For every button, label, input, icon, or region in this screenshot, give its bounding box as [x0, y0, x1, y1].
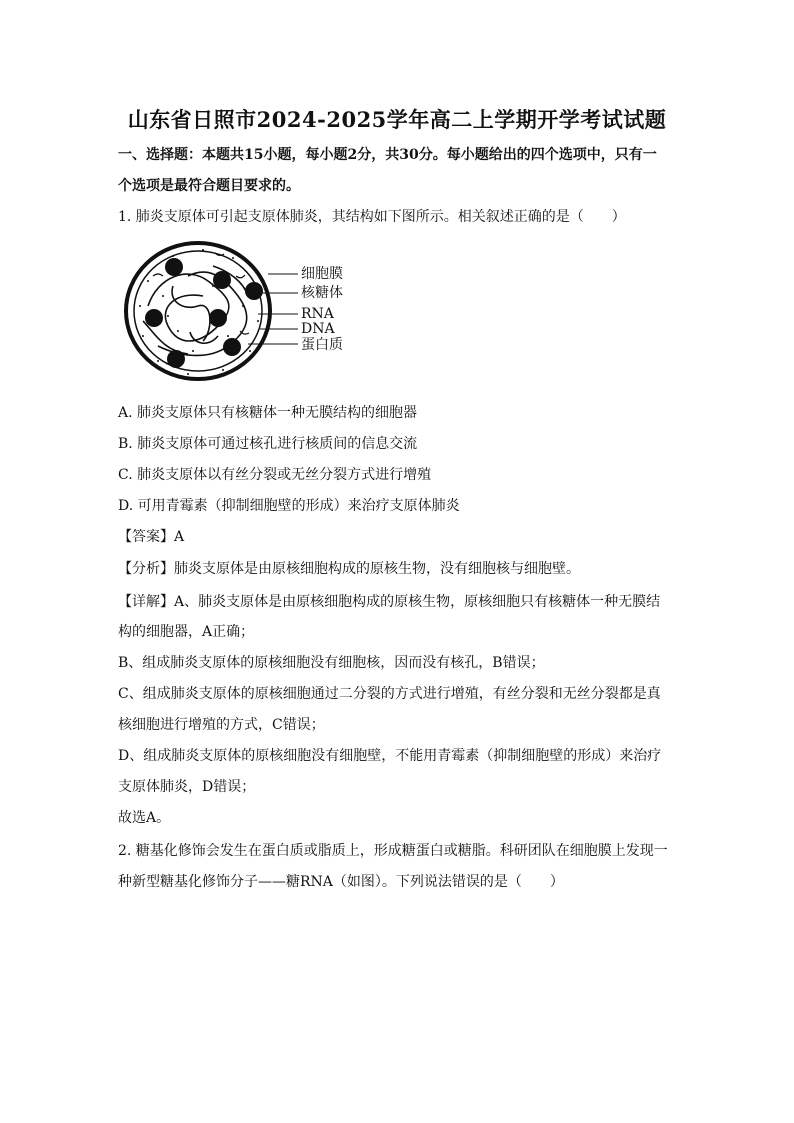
- label-protein: 蛋白质: [301, 337, 343, 353]
- page-title: 山东省日照市2024-2025学年高二上学期开学考试试题: [127, 107, 667, 132]
- q1-detail-line-1: 【详解】A、肺炎支原体是由原核细胞构成的原核生物，原核细胞只有核糖体一种无膜结: [118, 594, 661, 610]
- section-header-line-1: 一、选择题：本题共15小题，每小题2分，共30分。每小题给出的四个选项中，只有一: [118, 147, 657, 163]
- q1-detail-line-6: D、组成肺炎支原体的原核细胞没有细胞壁，不能用青霉素（抑制细胞壁的形成）来治疗: [118, 748, 662, 764]
- q1-analysis: 【分析】肺炎支原体是由原核细胞构成的原核生物，没有细胞核与细胞壁。: [118, 561, 580, 577]
- label-ribosome: 核糖体: [301, 285, 343, 301]
- cell-membrane-outer: [126, 243, 270, 379]
- label-rna: RNA: [301, 306, 334, 322]
- q1-option-d: D. 可用青霉素（抑制细胞壁的形成）来治疗支原体肺炎: [118, 498, 460, 514]
- q1-option-a: A. 肺炎支原体只有核糖体一种无膜结构的细胞器: [118, 405, 418, 421]
- q1-conclusion: 故选A。: [118, 810, 171, 826]
- question-1-stem: 1. 肺炎支原体可引起支原体肺炎，其结构如下图所示。相关叙述正确的是（ ）: [118, 209, 626, 225]
- label-dna: DNA: [301, 321, 335, 337]
- q1-detail-line-5: 核细胞进行增殖的方式，C错误；: [118, 717, 325, 733]
- q1-detail-line-7: 支原体肺炎，D错误；: [118, 779, 256, 795]
- q1-detail-line-3: B、组成肺炎支原体的原核细胞没有细胞核，因而没有核孔，B错误；: [118, 655, 545, 671]
- q1-detail-line-2: 构的细胞器，A正确；: [118, 624, 255, 640]
- q1-option-c: C. 肺炎支原体以有丝分裂或无丝分裂方式进行增殖: [118, 467, 432, 483]
- label-cell-membrane: 细胞膜: [301, 266, 343, 282]
- mycoplasma-structure-diagram: [118, 236, 378, 386]
- question-2-stem-line-1: 2. 糖基化修饰会发生在蛋白质或脂质上，形成糖蛋白或糖脂。科研团队在细胞膜上发现一: [118, 843, 668, 859]
- section-header-line-2: 个选项是最符合题目要求的。: [118, 178, 300, 194]
- question-2-stem-line-2: 种新型糖基化修饰分子——糖RNA（如图）。下列说法错误的是（ ）: [118, 874, 564, 890]
- q1-detail-line-4: C、组成肺炎支原体的原核细胞通过二分裂的方式进行增殖，有丝分裂和无丝分裂都是真: [118, 686, 661, 702]
- q1-option-b: B. 肺炎支原体可通过核孔进行核质间的信息交流: [118, 436, 418, 452]
- mycoplasma-cell-figure: [118, 236, 378, 386]
- q1-answer: 【答案】A: [118, 529, 185, 545]
